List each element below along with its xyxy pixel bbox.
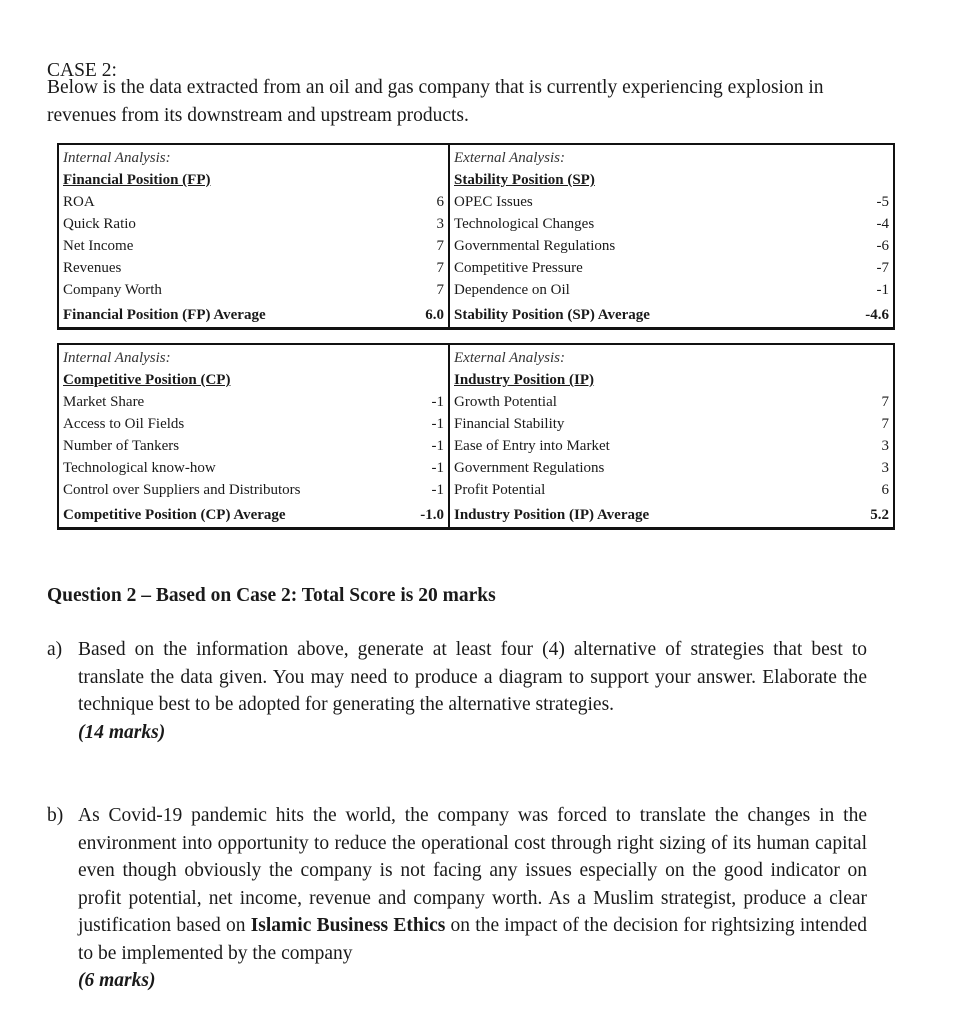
row-value: -1 bbox=[431, 482, 444, 498]
external-analysis-panel bbox=[450, 345, 893, 527]
table-row bbox=[63, 413, 444, 435]
table-row bbox=[454, 257, 889, 279]
question-a-text: Based on the information above, generate at least four (4) alternative of strategies that best to translate the data given. You may need to produce a diagram to support your answer. Elaborate the technique best to be adopted for generating the alternative strategies. bbox=[78, 639, 867, 715]
row-value: -1 bbox=[431, 460, 444, 476]
panel-heading: External Analysis: bbox=[454, 150, 565, 166]
table-row bbox=[63, 191, 444, 213]
row-value: -7 bbox=[876, 260, 889, 276]
row-value: 3 bbox=[436, 216, 444, 232]
row-value: -4 bbox=[876, 216, 889, 232]
row-value: -1 bbox=[431, 416, 444, 432]
section-title: Competitive Position (CP) bbox=[63, 372, 231, 388]
row-label: OPEC Issues bbox=[454, 194, 533, 210]
row-label: Competitive Pressure bbox=[454, 260, 583, 276]
row-label: Net Income bbox=[63, 238, 134, 254]
average-row bbox=[63, 303, 444, 327]
row-label: Company Worth bbox=[63, 282, 162, 298]
row-value: -1 bbox=[431, 438, 444, 454]
table-row bbox=[454, 213, 889, 235]
row-label: Governmental Regulations bbox=[454, 238, 616, 254]
row-label: Control over Suppliers and Distributors bbox=[63, 482, 301, 498]
table-row bbox=[454, 235, 889, 257]
panel-heading: Internal Analysis: bbox=[63, 350, 171, 366]
internal-analysis-panel bbox=[59, 345, 450, 527]
table-row bbox=[454, 457, 889, 479]
section-title: Industry Position (IP) bbox=[454, 372, 595, 388]
average-value: -4.6 bbox=[865, 307, 889, 323]
row-label: Financial Stability bbox=[454, 416, 565, 432]
question-b bbox=[47, 802, 867, 995]
question-b-marks: (6 marks) bbox=[78, 970, 156, 991]
average-value: 5.2 bbox=[870, 507, 889, 523]
fp-sp-table bbox=[57, 143, 895, 330]
table-row bbox=[63, 235, 444, 257]
row-label: Growth Potential bbox=[454, 394, 557, 410]
average-value: -1.0 bbox=[420, 507, 444, 523]
row-value: 3 bbox=[881, 438, 889, 454]
table-row bbox=[63, 279, 444, 301]
table-row bbox=[63, 213, 444, 235]
row-value: -1 bbox=[431, 394, 444, 410]
question-heading: Question 2 – Based on Case 2: Total Score is 20 marks bbox=[47, 585, 496, 606]
row-label: Profit Potential bbox=[454, 482, 546, 498]
table-row bbox=[454, 191, 889, 213]
row-label: Technological Changes bbox=[454, 216, 595, 232]
panel-heading: Internal Analysis: bbox=[63, 150, 171, 166]
question-b-label: b) bbox=[47, 805, 64, 826]
row-label: Revenues bbox=[63, 260, 122, 276]
table-row bbox=[63, 257, 444, 279]
average-label: Stability Position (SP) Average bbox=[454, 307, 650, 323]
row-value: -5 bbox=[876, 194, 889, 210]
section-title: Financial Position (FP) bbox=[63, 172, 211, 188]
average-row bbox=[454, 503, 889, 527]
row-value: 7 bbox=[881, 394, 889, 410]
question-a-marks: (14 marks) bbox=[78, 721, 166, 743]
row-label: ROA bbox=[63, 194, 95, 210]
row-label: Government Regulations bbox=[454, 460, 605, 476]
cp-ip-table bbox=[57, 343, 895, 530]
table-row bbox=[454, 413, 889, 435]
row-value: 7 bbox=[436, 282, 444, 298]
case-title: CASE 2: bbox=[47, 60, 117, 81]
row-value: 7 bbox=[881, 416, 889, 432]
row-label: Number of Tankers bbox=[63, 438, 180, 454]
section-title: Stability Position (SP) bbox=[454, 172, 595, 188]
row-value: -6 bbox=[876, 238, 889, 254]
row-value: 7 bbox=[436, 238, 444, 254]
row-label: Dependence on Oil bbox=[454, 282, 570, 298]
table-row bbox=[454, 391, 889, 413]
row-value: 7 bbox=[436, 260, 444, 276]
average-label: Industry Position (IP) Average bbox=[454, 507, 650, 523]
row-label: Ease of Entry into Market bbox=[454, 438, 610, 454]
table-row bbox=[454, 435, 889, 457]
question-a bbox=[47, 636, 867, 746]
average-value: 6.0 bbox=[425, 307, 444, 323]
table-row bbox=[454, 479, 889, 501]
row-label: Access to Oil Fields bbox=[63, 416, 185, 432]
row-label: Technological know-how bbox=[63, 460, 216, 476]
table-row bbox=[454, 279, 889, 301]
table-row bbox=[63, 479, 444, 501]
row-value: 6 bbox=[881, 482, 889, 498]
average-row bbox=[63, 503, 444, 527]
external-analysis-panel bbox=[450, 145, 893, 327]
panel-heading: External Analysis: bbox=[454, 350, 565, 366]
row-label: Market Share bbox=[63, 394, 145, 410]
question-b-emphasis: Islamic Business Ethics bbox=[250, 915, 446, 936]
table-row bbox=[63, 435, 444, 457]
question-b-text: As Covid-19 pandemic hits the world, the company was forced to translate the changes in the environment into opportunity to reduce the operational cost through right sizing of its human capital even though obviously the company is not facing any issues especially on the good indicator on profit potential, net income, revenue and company worth. As a Muslim strategist, produce a clear justification based on bbox=[78, 805, 867, 936]
average-label: Competitive Position (CP) Average bbox=[63, 507, 286, 523]
internal-analysis-panel bbox=[59, 145, 450, 327]
question-b-text-end: on the impact of the decision for rightsizing intended to be implemented by the company bbox=[78, 915, 867, 964]
table-row bbox=[63, 457, 444, 479]
table-row bbox=[63, 391, 444, 413]
row-value: 3 bbox=[881, 460, 889, 476]
row-value: 6 bbox=[436, 194, 444, 210]
question-a-label: a) bbox=[47, 639, 63, 660]
row-label: Quick Ratio bbox=[63, 216, 136, 232]
average-label: Financial Position (FP) Average bbox=[63, 307, 266, 323]
case-intro: Below is the data extracted from an oil and gas company that is currently experiencing explosion in revenues from its downstream and upstream products. bbox=[47, 77, 824, 126]
average-row bbox=[454, 303, 889, 327]
row-value: -1 bbox=[876, 282, 889, 298]
